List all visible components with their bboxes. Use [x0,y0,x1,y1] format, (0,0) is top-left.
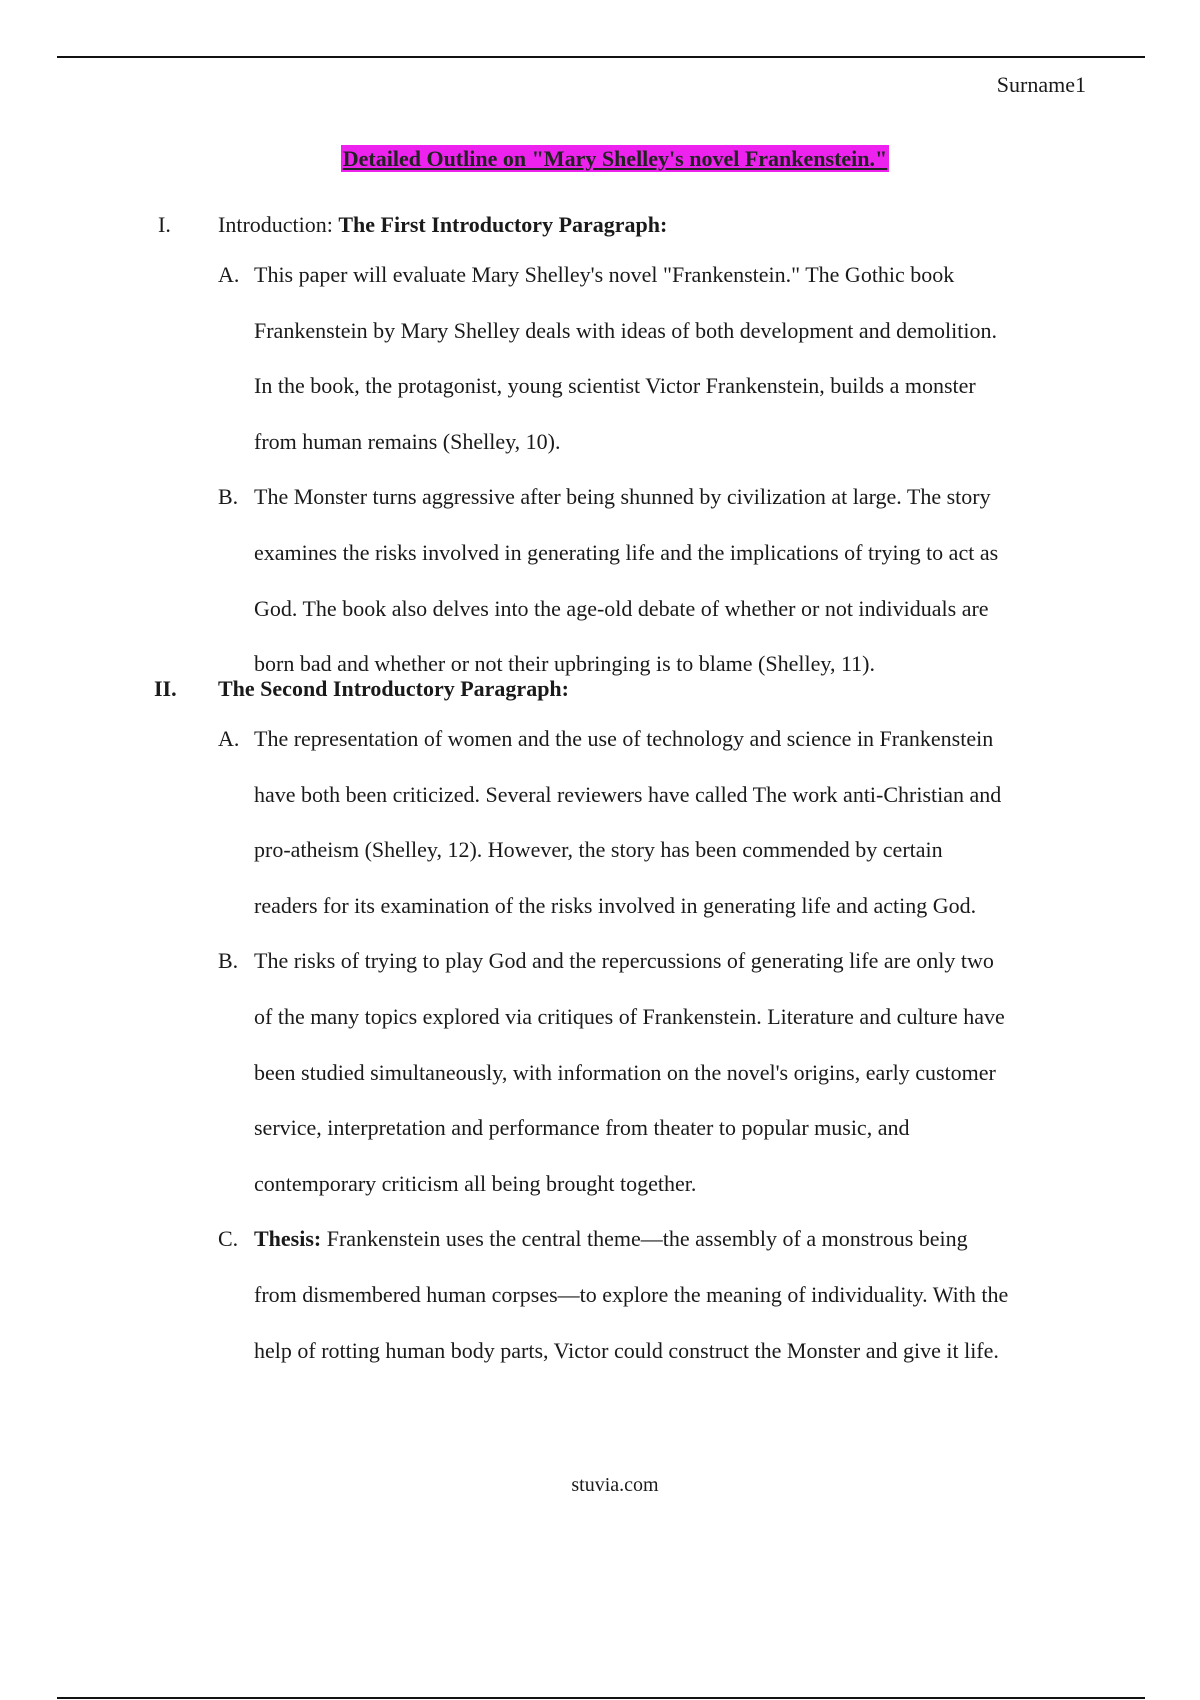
section-heading [218,209,667,241]
item-letter: A. [218,262,240,287]
item-text-line: pro-atheism (Shelley, 12). However, the story has been commended by certain [254,837,943,863]
running-header-surname: Surname1 [996,72,1086,97]
section-heading-title: The First Introductory Paragraph: [338,212,668,237]
item-text: Frankenstein uses the central theme—the assembly of a monstrous being [321,1226,968,1252]
document-title: Detailed Outline on "Mary Shelley's novel Frankenstein." [342,146,888,171]
item-letter: A. [218,726,240,751]
item-text-line: This paper will evaluate Mary Shelley's novel "Frankenstein." The Gothic book [254,262,955,287]
item-text-line: born bad and whether or not their upbringing is to blame (Shelley, 11). [254,651,875,677]
item-text-line: have both been criticized. Several reviewers have called The work anti-Christian and [254,781,1002,807]
item-text-line: readers for its examination of the risks involved in generating life and acting God. [254,892,977,918]
thesis-label: Thesis: [254,1226,322,1252]
bottom-rule [57,1697,1145,1699]
item-text-line: examines the risks involved in generating life and the implications of trying to act as [254,539,999,565]
item-text-line: been studied simultaneously, with information on the novel's origins, early customer [254,1059,996,1085]
section-heading [218,673,569,705]
item-text-line: The Monster turns aggressive after being shunned by civilization at large. The story [254,484,991,510]
item-letter: B. [218,484,239,510]
item-text-line: from human remains (Shelley, 10). [254,428,561,454]
item-text-line: Frankenstein by Mary Shelley deals with ideas of both development and demolition. [254,317,997,343]
section-heading-prefix: Introduction: [218,212,339,237]
item-text-line: The risks of trying to play God and the repercussions of generating life are only two [254,948,994,974]
item-text-line: God. The book also delves into the age-old debate of whether or not individuals are [254,595,989,621]
item-text-line [254,1226,968,1252]
footer-source: stuvia.com [571,1474,659,1496]
item-text-line: The representation of women and the use of technology and science in Frankenstein [254,726,994,751]
item-text-line: from dismembered human corpses—to explore the meaning of individuality. With the [254,1281,1009,1307]
section-numeral: I. [158,212,171,237]
section-heading-title: The Second Introductory Paragraph: [218,676,569,701]
item-letter: C. [218,1226,239,1252]
item-text-line: of the many topics explored via critiques of Frankenstein. Literature and culture have [254,1003,1005,1029]
section-numeral: II. [154,676,177,701]
item-text-line: In the book, the protagonist, young scientist Victor Frankenstein, builds a monster [254,373,976,399]
item-text-line: contemporary criticism all being brought together. [254,1170,697,1196]
item-letter: B. [218,948,239,974]
item-text-line: service, interpretation and performance from theater to popular music, and [254,1115,910,1141]
item-text-line: help of rotting human body parts, Victor could construct the Monster and give it life. [254,1337,999,1363]
